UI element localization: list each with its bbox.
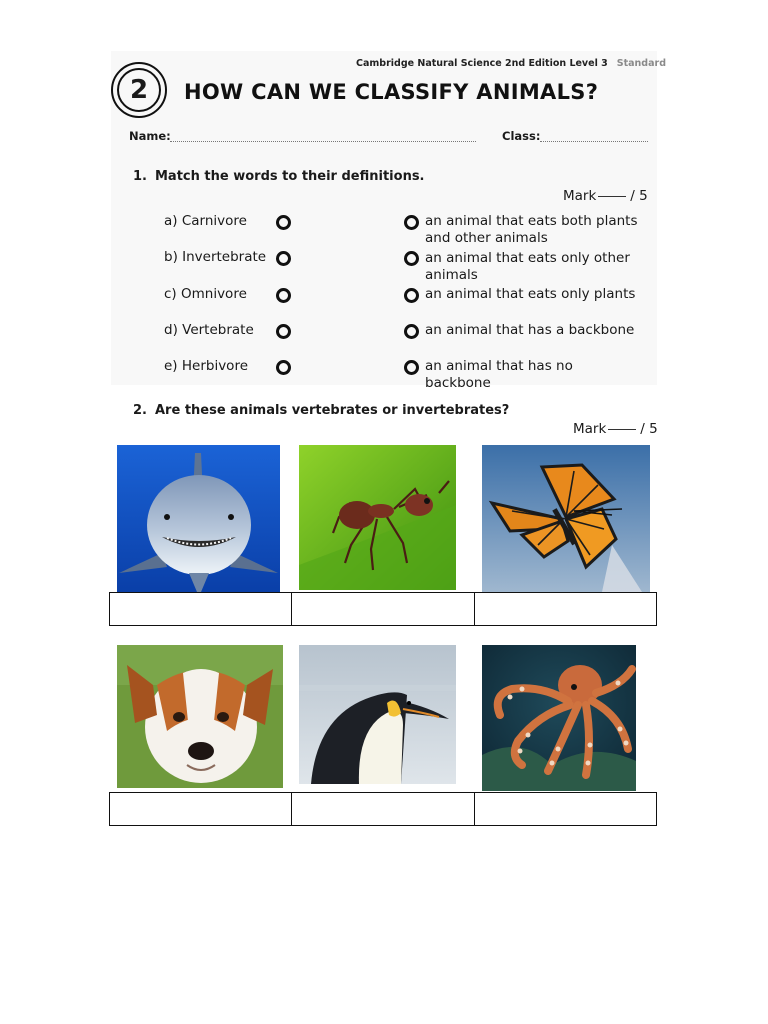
answer-row-2	[109, 792, 657, 826]
term-match-dot[interactable]	[276, 215, 291, 230]
question-1-mark	[563, 188, 648, 204]
question-2	[133, 403, 509, 418]
mark-label: Mark	[573, 421, 607, 437]
mark-label: Mark	[563, 188, 597, 204]
definition-invertebrate: an animal that has no backbone	[425, 358, 573, 391]
definition-match-dot[interactable]	[404, 360, 419, 375]
answer-box-shark[interactable]	[110, 593, 292, 625]
definition-match-dot[interactable]	[404, 288, 419, 303]
answer-row-1	[109, 592, 657, 626]
question-1	[133, 169, 425, 184]
definition-match-dot[interactable]	[404, 324, 419, 339]
term-match-dot[interactable]	[276, 251, 291, 266]
unit-badge	[111, 62, 167, 118]
definition-match-dot[interactable]	[404, 215, 419, 230]
definition-herbivore: an animal that eats only plants	[425, 286, 636, 302]
unit-number: 2	[117, 68, 161, 112]
term-match-dot[interactable]	[276, 324, 291, 339]
answer-box-butterfly[interactable]	[475, 593, 656, 625]
name-field[interactable]	[170, 141, 476, 142]
definition-omnivore: an animal that eats both plants and other animals	[425, 213, 638, 246]
level-tag: Standard	[616, 58, 667, 69]
definition-vertebrate: an animal that has a backbone	[425, 322, 635, 338]
class-field[interactable]	[540, 141, 648, 142]
question-2-number: 2.	[133, 403, 147, 418]
octopus-image	[482, 645, 636, 791]
class-label: Class:	[502, 129, 541, 143]
series-text: Cambridge Natural Science 2nd Edition Level 3	[356, 58, 608, 69]
definition-match-dot[interactable]	[404, 251, 419, 266]
definition-carnivore: an animal that eats only other animals	[425, 250, 630, 283]
question-2-prompt: Are these animals vertebrates or invertebrates?	[155, 403, 510, 418]
term-match-dot[interactable]	[276, 360, 291, 375]
term-omnivore: c) Omnivore	[164, 286, 247, 302]
mark-blank[interactable]	[608, 429, 636, 430]
page-title: HOW CAN WE CLASSIFY ANIMALS?	[184, 80, 599, 104]
question-1-number: 1.	[133, 169, 147, 184]
term-match-dot[interactable]	[276, 288, 291, 303]
term-herbivore: e) Herbivore	[164, 358, 248, 374]
mark-total: / 5	[630, 188, 648, 204]
mark-blank[interactable]	[598, 196, 626, 197]
penguin-image	[299, 645, 456, 784]
answer-box-ant[interactable]	[292, 593, 474, 625]
term-vertebrate: d) Vertebrate	[164, 322, 254, 338]
name-label: Name:	[129, 129, 171, 143]
butterfly-image	[482, 445, 650, 592]
series-title	[356, 58, 666, 69]
ant-image	[299, 445, 456, 590]
dog-image	[117, 645, 283, 788]
term-invertebrate: b) Invertebrate	[164, 249, 267, 265]
answer-box-dog[interactable]	[110, 793, 292, 825]
mark-total: / 5	[640, 421, 658, 437]
shark-image	[117, 445, 280, 592]
term-carnivore: a) Carnivore	[164, 213, 247, 229]
question-1-prompt: Match the words to their definitions.	[155, 169, 425, 184]
answer-box-octopus[interactable]	[475, 793, 656, 825]
answer-box-penguin[interactable]	[292, 793, 474, 825]
question-2-mark	[573, 421, 658, 437]
